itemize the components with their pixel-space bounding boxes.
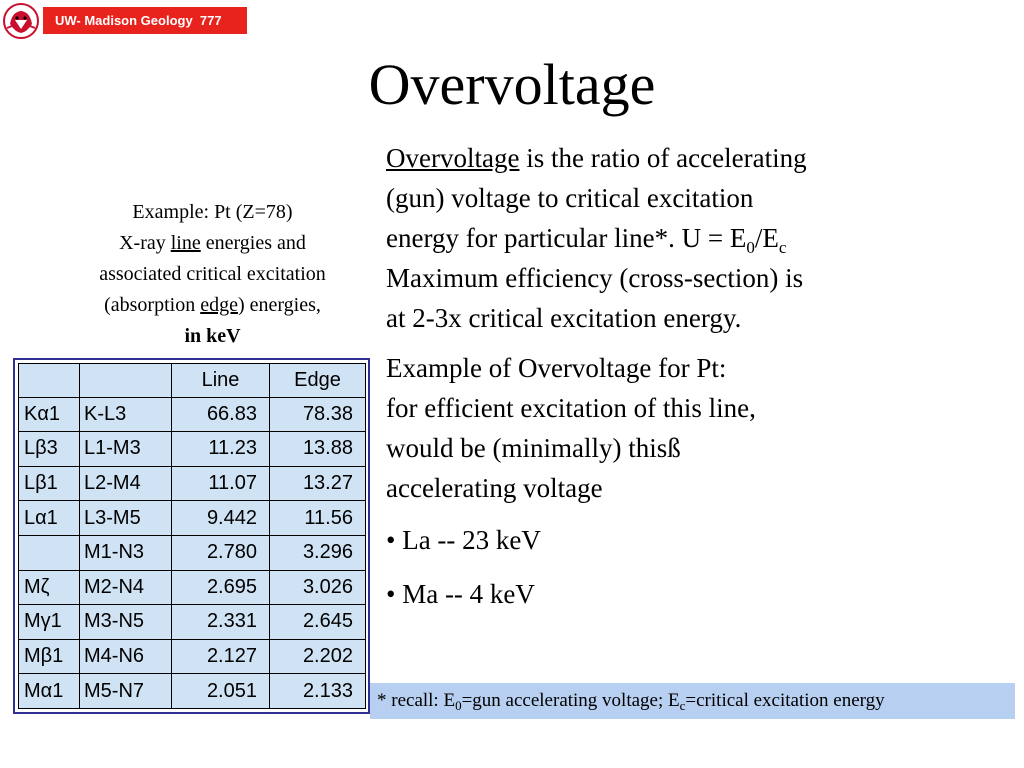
cell-edge: 78.38 bbox=[270, 397, 366, 432]
table-row bbox=[19, 639, 366, 674]
cell-symbol: Mγ1 bbox=[19, 605, 80, 640]
cell-symbol: Mζ bbox=[19, 570, 80, 605]
caption-underline-line: line bbox=[170, 232, 201, 254]
cell-edge: 2.202 bbox=[270, 639, 366, 674]
table-caption bbox=[40, 197, 385, 352]
example-text: Example of Overvoltage for Pt: bbox=[386, 353, 727, 383]
cell-symbol: Lα1 bbox=[19, 501, 80, 536]
footnote bbox=[370, 683, 1015, 719]
course-badge: UW- Madison Geology 777 bbox=[43, 7, 247, 34]
term-overvoltage: Overvoltage bbox=[386, 143, 520, 173]
cell-line: 2.331 bbox=[172, 605, 270, 640]
definition-text: /E bbox=[754, 223, 779, 253]
caption-line bbox=[40, 228, 385, 259]
header-cell: Edge bbox=[270, 364, 366, 398]
table-row bbox=[19, 397, 366, 432]
cell-line: 2.780 bbox=[172, 535, 270, 570]
cell-edge: 3.296 bbox=[270, 535, 366, 570]
example-text: accelerating voltage bbox=[386, 473, 603, 503]
caption-text: ) energies, bbox=[237, 294, 321, 316]
cell-edge: 2.133 bbox=[270, 674, 366, 709]
header-cell bbox=[80, 364, 172, 398]
table-row bbox=[19, 432, 366, 467]
cell-symbol: Lβ1 bbox=[19, 466, 80, 501]
cell-line: 9.442 bbox=[172, 501, 270, 536]
subscript: 0 bbox=[455, 698, 462, 713]
cell-transition: K-L3 bbox=[80, 397, 172, 432]
cell-symbol: Kα1 bbox=[19, 397, 80, 432]
definition-text: energy for particular line*. U = E bbox=[386, 223, 747, 253]
cell-edge: 3.026 bbox=[270, 570, 366, 605]
table-row bbox=[19, 605, 366, 640]
caption-line: associated critical excitation bbox=[99, 263, 326, 285]
cell-symbol bbox=[19, 535, 80, 570]
footnote-text: =critical excitation energy bbox=[685, 690, 885, 711]
caption-text: X-ray bbox=[119, 232, 171, 254]
badger-mascot-icon bbox=[2, 2, 40, 40]
table-row bbox=[19, 535, 366, 570]
caption-line bbox=[40, 290, 385, 321]
cell-line: 66.83 bbox=[172, 397, 270, 432]
cell-edge: 2.645 bbox=[270, 605, 366, 640]
cell-transition: M4-N6 bbox=[80, 639, 172, 674]
example-text: would be (minimally) thisß bbox=[386, 433, 681, 463]
cell-line: 2.051 bbox=[172, 674, 270, 709]
energy-table-frame bbox=[13, 358, 370, 714]
table-row bbox=[19, 466, 366, 501]
cell-edge: 13.88 bbox=[270, 432, 366, 467]
table-header-row bbox=[19, 364, 366, 398]
cell-edge: 13.27 bbox=[270, 466, 366, 501]
bullet-la: • La -- 23 keV bbox=[386, 525, 541, 555]
table-row bbox=[19, 674, 366, 709]
header-cell: Line bbox=[172, 364, 270, 398]
cell-line: 11.07 bbox=[172, 466, 270, 501]
definition-text: Maximum efficiency (cross-section) is bbox=[386, 263, 804, 293]
subscript: c bbox=[679, 698, 686, 713]
cell-transition: L2-M4 bbox=[80, 466, 172, 501]
slide-title: Overvoltage bbox=[368, 52, 656, 117]
cell-transition: L3-M5 bbox=[80, 501, 172, 536]
bullet-ma: • Ma -- 4 keV bbox=[386, 579, 535, 609]
header-cell bbox=[19, 364, 80, 398]
cell-symbol: Mα1 bbox=[19, 674, 80, 709]
cell-transition: M1-N3 bbox=[80, 535, 172, 570]
explanation-text bbox=[386, 138, 926, 616]
cell-transition: L1-M3 bbox=[80, 432, 172, 467]
definition-paragraph bbox=[386, 138, 926, 338]
caption-unit: in keV bbox=[184, 325, 241, 347]
caption-text: energies and bbox=[200, 232, 306, 254]
caption-line bbox=[40, 321, 385, 352]
table-row bbox=[19, 501, 366, 536]
footnote-text: =gun accelerating voltage; E bbox=[461, 690, 680, 711]
definition-text: is the ratio of accelerating bbox=[519, 143, 807, 173]
cell-transition: M3-N5 bbox=[80, 605, 172, 640]
caption-underline-edge: edge bbox=[200, 294, 238, 316]
table-row bbox=[19, 570, 366, 605]
example-text: for efficient excitation of this line, bbox=[386, 393, 756, 423]
definition-text: (gun) voltage to critical excitation bbox=[386, 183, 754, 213]
cell-symbol: Lβ3 bbox=[19, 432, 80, 467]
example-paragraph bbox=[386, 348, 926, 508]
cell-transition: M2-N4 bbox=[80, 570, 172, 605]
subscript: 0 bbox=[746, 238, 755, 257]
cell-line: 11.23 bbox=[172, 432, 270, 467]
footnote-text: * recall: E bbox=[377, 690, 456, 711]
cell-line: 2.695 bbox=[172, 570, 270, 605]
caption-line: Example: Pt (Z=78) bbox=[132, 201, 293, 223]
caption-text: (absorption bbox=[104, 294, 201, 316]
definition-text: at 2-3x critical excitation energy. bbox=[386, 303, 742, 333]
cell-transition: M5-N7 bbox=[80, 674, 172, 709]
energy-table bbox=[18, 363, 366, 709]
subscript: c bbox=[778, 238, 787, 257]
cell-edge: 11.56 bbox=[270, 501, 366, 536]
cell-symbol: Mβ1 bbox=[19, 639, 80, 674]
cell-line: 2.127 bbox=[172, 639, 270, 674]
